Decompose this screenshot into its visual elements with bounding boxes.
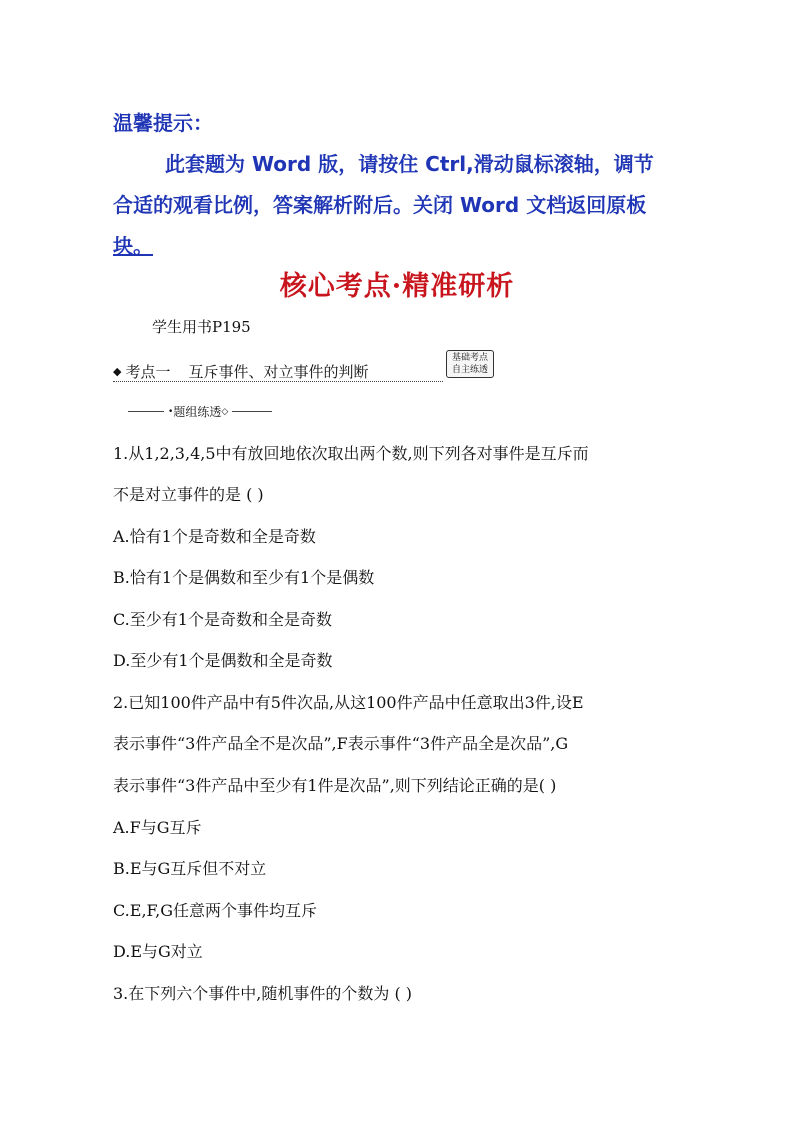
question-1-line-1: 1.从1,2,3,4,5中有放回地依次取出两个数,则下列各对事件是互斥而 [113, 444, 589, 463]
question-1-line-2: 不是对立事件的是 ( ) [113, 485, 264, 504]
question-2-option-d: D.E与G对立 [113, 942, 203, 961]
group-label: 题组练透 [173, 405, 222, 419]
question-1-option-c: C.至少有1个是奇数和全是奇数 [113, 610, 332, 629]
section-label: 考点一 [125, 363, 171, 381]
question-2-line-2: 表示事件“3件产品全不是次品”,F表示事件“3件产品全是次品”,G [113, 734, 569, 753]
divider-dot-icon: • [168, 406, 174, 417]
divider-line-left [128, 411, 164, 412]
tip-line-1: 此套题为 Word 版，请按住 Ctrl,滑动鼠标滚轴，调节 [165, 152, 654, 176]
question-1-option-d: D.至少有1个是偶数和全是奇数 [113, 651, 333, 670]
tip-line-2: 合适的观看比例，答案解析附后。关闭 Word 文档返回原板 [113, 193, 647, 217]
badge-line-2: 自主练透 [451, 365, 488, 375]
section-underline [113, 381, 443, 382]
question-2-option-c: C.E,F,G任意两个事件均互斥 [113, 901, 318, 920]
question-2-option-a: A.F与G互斥 [113, 818, 202, 837]
page-title: 核心考点·精准研析 [279, 271, 515, 302]
badge-line-1: 基础考点 [451, 353, 488, 363]
question-2-line-1: 2.已知100件产品中有5件次品,从这100件产品中任意取出3件,设E [113, 693, 584, 712]
divider-line-right [232, 411, 272, 412]
diamond-bullet-icon: ◆ [113, 365, 122, 378]
tip-heading: 温馨提示： [113, 111, 213, 135]
section-badge [446, 350, 494, 378]
section-title: 互斥事件、对立事件的判断 [188, 363, 369, 381]
section-header [113, 361, 369, 382]
question-1-option-a: A.恰有1个是奇数和全是奇数 [113, 527, 316, 546]
question-3-line-1: 3.在下列六个事件中,随机事件的个数为 ( ) [113, 984, 413, 1003]
tip-body [113, 144, 688, 267]
book-reference: 学生用书P195 [152, 318, 251, 336]
divider-diamond-icon: ◇ [221, 406, 229, 417]
tip-line-3: 块。 [113, 234, 153, 258]
question-1-option-b: B.恰有1个是偶数和至少有1个是偶数 [113, 568, 375, 587]
question-2-option-b: B.E与G互斥但不对立 [113, 859, 267, 878]
group-divider [128, 403, 272, 420]
question-2-line-3: 表示事件“3件产品中至少有1件是次品”,则下列结论正确的是( ) [113, 776, 557, 795]
